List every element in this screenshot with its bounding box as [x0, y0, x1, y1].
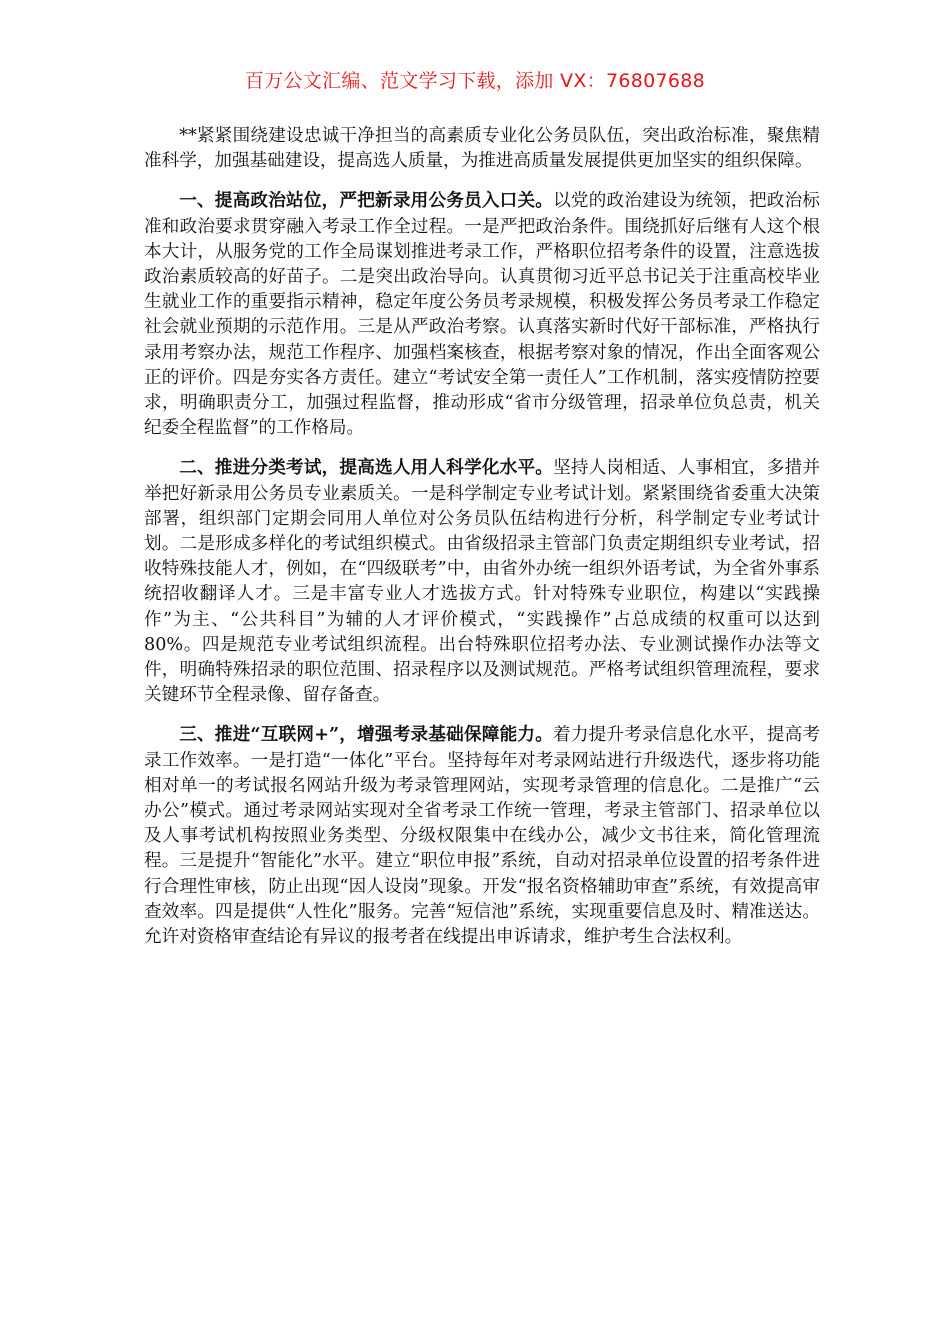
section-paragraph-2 — [144, 455, 820, 708]
section-heading-1: 一、提高政治站位，严把新录用公务员入口关。 — [179, 190, 554, 212]
section-text-3: 着力提升考录信息化水平，提高考录工作效率。一是打造“一体化”平台。坚持每年对考录网站进行升级迭代，逐步将功能相对单一的考试报名网站升级为考录管理网站，实现考录管理的信息化。二是推广“云办公”模式。通过考录网站实现对全省考录工作统一管理，考录主管部门、招录单位以及人事考试机构按照业务类型、分级权限集中在线办公，减少文书往来，简化管理流程。三是提升“智能化”水平。建立“职位申报”系统，自动对招录单位设置的招考条件进行合理性审核，防止出现“因人设岗”现象。开发“报名资格辅助审查”系统，有效提高审查效率。四是提供“人性化”服务。完善“短信池”系统，实现重要信息及时、精准送达。允许对资格审查结论有异议的报考者在线提出申诉请求，维护考生合法权利。 — [144, 725, 820, 948]
section-text-2: 坚持人岗相适、人事相宜，多措并举把好新录用公务员专业素质关。一是科学制定专业考试计划。紧紧围绕省委重大决策部署，组织部门定期会同用人单位对公务员队伍结构进行分析，科学制定专业考试计划。二是形成多样化的考试组织模式。由省级招录主管部门负责定期组织专业考试，招收特殊技能人才，例如，在“四级联考”中，由省外办统一组织外语考试，为全省外事系统招收翻译人才。三是丰富专业人才选拔方式。针对特殊专业职位，构建以“实践操作”为主、“公共科目”为辅的人才评价模式，“实践操作”占总成绩的权重可以达到 80%。四是规范专业考试组织流程。出台特殊职位招考办法、专业测试操作办法等文件，明确特殊招录的职位范围、招录程序以及测试规范。严格考试组织管理流程，要求关键环节全程录像、留存备查。 — [144, 458, 820, 706]
section-paragraph-3 — [144, 722, 820, 950]
section-text-1: 以党的政治建设为统领，把政治标准和政治要求贯穿融入考录工作全过程。一是严把政治条件。围绕抓好后继有人这个根本大计，从服务党的工作全局谋划推进考录工作，严格职位招考条件的设置，注意选拔政治素质较高的好苗子。二是突出政治导向。认真贯彻习近平总书记关于注重高校毕业生就业工作的重要指示精神，稳定年度公务员考录规模，积极发挥公务员考录工作稳定社会就业预期的示范作用。三是从严政治考察。认真落实新时代好干部标准，严格执行录用考察办法，规范工作程序、加强档案核查，根据考察对象的情况，作出全面客观公正的评价。四是夯实各方责任。建立“考试安全第一责任人”工作机制，落实疫情防控要求，明确职责分工，加强过程监督，推动形成“省市分级管理，招录单位负总责，机关纪委全程监督”的工作格局。 — [144, 191, 820, 439]
promo-header: 百万公文汇编、范文学习下载，添加 VX：76807688 — [244, 70, 706, 92]
section-heading-3: 三、推进“互联网+”，增强考录基础保障能力。 — [179, 724, 554, 746]
intro-paragraph — [144, 124, 820, 174]
document-body — [144, 124, 820, 964]
section-paragraph-1 — [144, 188, 820, 441]
intro-text: **紧紧围绕建设忠诚干净担当的高素质专业化公务员队伍，突出政治标准，聚焦精准科学，加强基础建设，提高选人质量，为推进高质量发展提供更加坚实的组织保障。 — [144, 126, 820, 172]
section-heading-2: 二、推进分类考试，提高选人用人科学化水平。 — [179, 457, 554, 479]
